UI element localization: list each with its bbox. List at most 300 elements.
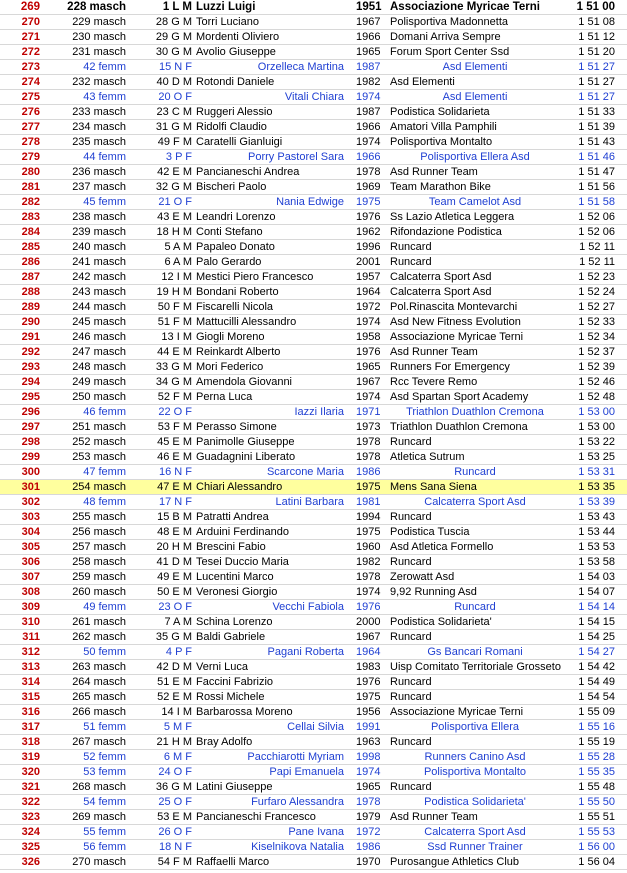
category-code-cell: 6 M F — [163, 751, 192, 763]
athlete-name-cell: Ridolfi Claudio — [196, 121, 267, 133]
table-row — [0, 750, 627, 765]
category-rank-cell: 255 masch — [72, 511, 126, 523]
category-rank-cell: 56 femm — [83, 841, 126, 853]
birth-year-cell: 1964 — [356, 646, 381, 658]
team-cell: Rifondazione Podistica — [390, 226, 502, 238]
position-cell: 278 — [21, 136, 40, 148]
position-cell: 307 — [21, 571, 40, 583]
table-row — [0, 360, 627, 375]
position-cell: 313 — [21, 661, 40, 673]
finish-time-cell: 1 53 44 — [578, 526, 615, 538]
birth-year-cell: 1974 — [356, 91, 381, 103]
finish-time-cell: 1 51 46 — [578, 151, 615, 163]
team-cell: Calcaterra Sport Asd — [424, 496, 526, 508]
table-row — [0, 135, 627, 150]
category-code-cell: 46 E M — [157, 451, 192, 463]
team-cell: 9,92 Running Asd — [390, 586, 477, 598]
position-cell: 270 — [21, 16, 40, 28]
category-rank-cell: 269 masch — [72, 811, 126, 823]
category-code-cell: 52 E M — [157, 691, 192, 703]
finish-time-cell: 1 55 35 — [578, 766, 615, 778]
finish-time-cell: 1 56 00 — [578, 841, 615, 853]
category-code-cell: 3 P F — [165, 151, 192, 163]
athlete-name-cell: Iazzi Ilaria — [294, 406, 344, 418]
team-cell: Runners For Emergency — [390, 361, 510, 373]
birth-year-cell: 1964 — [356, 286, 381, 298]
birth-year-cell: 1978 — [356, 166, 381, 178]
athlete-name-cell: Conti Stefano — [196, 226, 263, 238]
position-cell: 288 — [21, 286, 40, 298]
athlete-name-cell: Mattucilli Alessandro — [196, 316, 297, 328]
table-row — [0, 450, 627, 465]
birth-year-cell: 1987 — [356, 61, 381, 73]
table-row — [0, 345, 627, 360]
table-row — [0, 180, 627, 195]
position-cell: 299 — [21, 451, 40, 463]
table-row — [0, 210, 627, 225]
table-row — [0, 225, 627, 240]
team-cell: Rcc Tevere Remo — [390, 376, 478, 388]
athlete-name-cell: Tesei Duccio Maria — [196, 556, 289, 568]
finish-time-cell: 1 51 47 — [578, 166, 615, 178]
table-row — [0, 330, 627, 345]
position-cell: 272 — [21, 46, 40, 58]
table-row — [0, 585, 627, 600]
category-rank-cell: 248 masch — [72, 361, 126, 373]
table-row — [0, 735, 627, 750]
finish-time-cell: 1 53 25 — [578, 451, 615, 463]
category-code-cell: 32 G M — [155, 181, 192, 193]
category-rank-cell: 234 masch — [72, 121, 126, 133]
category-code-cell: 16 N F — [158, 466, 192, 478]
finish-time-cell: 1 52 39 — [578, 361, 615, 373]
team-cell: Triathlon Duathlon Cremona — [390, 421, 528, 433]
birth-year-cell: 1972 — [356, 826, 381, 838]
athlete-name-cell: Rossi Michele — [196, 691, 265, 703]
category-code-cell: 23 C M — [156, 106, 192, 118]
table-row — [0, 690, 627, 705]
birth-year-cell: 1966 — [356, 31, 381, 43]
table-row — [0, 255, 627, 270]
athlete-name-cell: Orzelleca Martina — [257, 61, 344, 73]
category-rank-cell: 236 masch — [72, 166, 126, 178]
table-row — [0, 435, 627, 450]
category-code-cell: 24 O F — [158, 766, 192, 778]
category-rank-cell: 250 masch — [72, 391, 126, 403]
table-row — [0, 465, 627, 480]
category-code-cell: 48 E M — [157, 526, 192, 538]
finish-time-cell: 1 52 11 — [579, 241, 615, 253]
position-cell: 319 — [21, 751, 40, 763]
category-rank-cell: 258 masch — [72, 556, 126, 568]
category-code-cell: 41 D M — [156, 556, 192, 568]
category-code-cell: 25 O F — [158, 796, 192, 808]
birth-year-cell: 1976 — [356, 346, 381, 358]
table-row — [0, 600, 627, 615]
category-rank-cell: 251 masch — [72, 421, 126, 433]
team-cell: Runcard — [390, 511, 432, 523]
position-cell: 271 — [21, 31, 40, 43]
birth-year-cell: 1963 — [356, 736, 381, 748]
athlete-name-cell: Guadagnini Liberato — [196, 451, 296, 463]
athlete-name-cell: Perasso Simone — [196, 421, 277, 433]
table-row — [0, 645, 627, 660]
birth-year-cell: 2000 — [356, 616, 381, 628]
position-cell: 285 — [21, 241, 40, 253]
athlete-name-cell: Rotondi Daniele — [196, 76, 275, 88]
position-cell: 301 — [21, 481, 40, 493]
birth-year-cell: 1975 — [356, 196, 381, 208]
category-code-cell: 30 G M — [155, 46, 192, 58]
team-cell: Purosangue Athletics Club — [390, 856, 520, 868]
table-row — [0, 300, 627, 315]
position-cell: 294 — [21, 376, 40, 388]
table-row — [0, 90, 627, 105]
category-rank-cell: 229 masch — [72, 16, 126, 28]
position-cell: 302 — [21, 496, 40, 508]
table-row — [0, 615, 627, 630]
category-code-cell: 43 E M — [157, 211, 192, 223]
category-rank-cell: 45 femm — [83, 196, 126, 208]
team-cell: Associazione Myricae Terni — [390, 1, 540, 13]
finish-time-cell: 1 53 31 — [578, 466, 615, 478]
table-row — [0, 675, 627, 690]
position-cell: 314 — [21, 676, 40, 688]
athlete-name-cell: Bondani Roberto — [196, 286, 279, 298]
birth-year-cell: 1982 — [356, 556, 381, 568]
table-row — [0, 810, 627, 825]
team-cell: Team Marathon Bike — [390, 181, 491, 193]
athlete-name-cell: Amendola Giovanni — [196, 376, 293, 388]
table-row — [0, 840, 627, 855]
category-rank-cell: 245 masch — [72, 316, 126, 328]
athlete-name-cell: Pane Ivana — [288, 826, 344, 838]
category-code-cell: 20 H M — [156, 541, 192, 553]
team-cell: Asd Elementi — [390, 76, 455, 88]
category-code-cell: 18 N F — [158, 841, 192, 853]
category-rank-cell: 252 masch — [72, 436, 126, 448]
team-cell: Team Camelot Asd — [428, 196, 522, 208]
position-cell: 277 — [21, 121, 40, 133]
category-rank-cell: 262 masch — [72, 631, 126, 643]
team-cell: Asd Runner Team — [390, 811, 478, 823]
category-code-cell: 44 E M — [157, 346, 192, 358]
birth-year-cell: 1978 — [356, 451, 381, 463]
category-rank-cell: 246 masch — [72, 331, 126, 343]
birth-year-cell: 1967 — [356, 376, 381, 388]
athlete-name-cell: Faccini Fabrizio — [196, 676, 274, 688]
category-code-cell: 45 E M — [157, 436, 192, 448]
category-rank-cell: 254 masch — [72, 481, 126, 493]
finish-time-cell: 1 52 48 — [578, 391, 615, 403]
position-cell: 283 — [21, 211, 40, 223]
finish-time-cell: 1 53 39 — [578, 496, 615, 508]
finish-time-cell: 1 53 00 — [578, 421, 615, 433]
finish-time-cell: 1 55 19 — [578, 736, 615, 748]
category-code-cell: 20 O F — [158, 91, 192, 103]
finish-time-cell: 1 52 27 — [578, 301, 615, 313]
athlete-name-cell: Nania Edwige — [276, 196, 344, 208]
category-rank-cell: 263 masch — [72, 661, 126, 673]
finish-time-cell: 1 51 27 — [578, 61, 615, 73]
category-code-cell: 22 O F — [158, 406, 192, 418]
birth-year-cell: 1975 — [356, 526, 381, 538]
athlete-name-cell: Baldi Gabriele — [196, 631, 266, 643]
birth-year-cell: 1960 — [356, 541, 381, 553]
athlete-name-cell: Perna Luca — [196, 391, 253, 403]
category-code-cell: 36 G M — [155, 781, 192, 793]
category-code-cell: 49 E M — [157, 571, 192, 583]
category-code-cell: 33 G M — [155, 361, 192, 373]
table-row — [0, 855, 627, 870]
table-row — [0, 630, 627, 645]
finish-time-cell: 1 53 00 — [578, 406, 615, 418]
team-cell: Gs Bancari Romani — [427, 646, 523, 658]
birth-year-cell: 1956 — [356, 706, 381, 718]
athlete-name-cell: Porry Pastorel Sara — [248, 151, 344, 163]
athlete-name-cell: Avolio Giuseppe — [196, 46, 276, 58]
team-cell: Runcard — [390, 631, 432, 643]
team-cell: Ssd Runner Trainer — [427, 841, 523, 853]
team-cell: Asd New Fitness Evolution — [390, 316, 521, 328]
category-rank-cell: 261 masch — [72, 616, 126, 628]
birth-year-cell: 1983 — [356, 661, 381, 673]
category-rank-cell: 270 masch — [72, 856, 126, 868]
table-row — [0, 60, 627, 75]
athlete-name-cell: Vecchi Fabiola — [272, 601, 344, 613]
position-cell: 273 — [21, 61, 40, 73]
position-cell: 320 — [21, 766, 40, 778]
table-row — [0, 510, 627, 525]
athlete-name-cell: Torri Luciano — [196, 16, 259, 28]
category-code-cell: 35 G M — [155, 631, 192, 643]
team-cell: Polisportiva Ellera — [430, 721, 520, 733]
birth-year-cell: 1972 — [356, 301, 381, 313]
team-cell: Runcard — [454, 601, 496, 613]
category-code-cell: 15 B M — [157, 511, 192, 523]
team-cell: Calcaterra Sport Asd — [424, 826, 526, 838]
birth-year-cell: 1967 — [356, 631, 381, 643]
position-cell: 322 — [21, 796, 40, 808]
category-rank-cell: 44 femm — [83, 151, 126, 163]
birth-year-cell: 1979 — [356, 811, 381, 823]
team-cell: Asd Runner Team — [390, 166, 478, 178]
finish-time-cell: 1 54 25 — [578, 631, 615, 643]
category-rank-cell: 268 masch — [72, 781, 126, 793]
category-rank-cell: 46 femm — [83, 406, 126, 418]
athlete-name-cell: Brescini Fabio — [196, 541, 266, 553]
team-cell: Atletica Sutrum — [390, 451, 465, 463]
birth-year-cell: 1967 — [356, 16, 381, 28]
category-rank-cell: 266 masch — [72, 706, 126, 718]
athlete-name-cell: Latini Barbara — [275, 496, 344, 508]
athlete-name-cell: Furfaro Alessandra — [251, 796, 344, 808]
birth-year-cell: 1974 — [356, 316, 381, 328]
finish-time-cell: 1 55 16 — [578, 721, 615, 733]
category-code-cell: 17 N F — [158, 496, 192, 508]
athlete-name-cell: Pancianeschi Andrea — [196, 166, 300, 178]
athlete-name-cell: Pancianeschi Francesco — [196, 811, 316, 823]
position-cell: 282 — [21, 196, 40, 208]
category-code-cell: 34 G M — [155, 376, 192, 388]
finish-time-cell: 1 54 07 — [578, 586, 615, 598]
birth-year-cell: 1987 — [356, 106, 381, 118]
finish-time-cell: 1 51 27 — [578, 76, 615, 88]
team-cell: Calcaterra Sport Asd — [390, 286, 492, 298]
position-cell: 316 — [21, 706, 40, 718]
athlete-name-cell: Pagani Roberta — [267, 646, 344, 658]
category-rank-cell: 244 masch — [72, 301, 126, 313]
table-row — [0, 270, 627, 285]
category-code-cell: 15 N F — [158, 61, 192, 73]
category-rank-cell: 257 masch — [72, 541, 126, 553]
table-row — [0, 720, 627, 735]
finish-time-cell: 1 54 49 — [578, 676, 615, 688]
category-code-cell: 42 D M — [156, 661, 192, 673]
team-cell: Runners Canino Asd — [424, 751, 526, 763]
finish-time-cell: 1 51 43 — [578, 136, 615, 148]
finish-time-cell: 1 55 28 — [578, 751, 615, 763]
team-cell: Polisportiva Montalto — [390, 136, 493, 148]
category-code-cell: 1 L M — [162, 1, 192, 13]
finish-time-cell: 1 52 23 — [578, 271, 615, 283]
position-cell: 306 — [21, 556, 40, 568]
birth-year-cell: 1957 — [356, 271, 381, 283]
position-cell: 274 — [21, 76, 40, 88]
category-code-cell: 14 I M — [161, 706, 192, 718]
team-cell: Uisp Comitato Territoriale Grosseto — [390, 661, 561, 673]
finish-time-cell: 1 52 34 — [578, 331, 615, 343]
birth-year-cell: 1971 — [356, 406, 381, 418]
team-cell: Mens Sana Siena — [390, 481, 477, 493]
team-cell: Associazione Myricae Terni — [390, 706, 524, 718]
birth-year-cell: 1976 — [356, 211, 381, 223]
position-cell: 325 — [21, 841, 40, 853]
finish-time-cell: 1 51 58 — [578, 196, 615, 208]
team-cell: Zerowatt Asd — [390, 571, 455, 583]
athlete-name-cell: Bischeri Paolo — [196, 181, 267, 193]
table-row — [0, 825, 627, 840]
athlete-name-cell: Luzzi Luigi — [196, 1, 256, 13]
finish-time-cell: 1 53 22 — [578, 436, 615, 448]
finish-time-cell: 1 55 53 — [578, 826, 615, 838]
team-cell: Pol.Rinascita Montevarchi — [390, 301, 518, 313]
finish-time-cell: 1 55 09 — [578, 706, 615, 718]
position-cell: 317 — [21, 721, 40, 733]
birth-year-cell: 1973 — [356, 421, 381, 433]
birth-year-cell: 1966 — [356, 121, 381, 133]
finish-time-cell: 1 54 27 — [578, 646, 615, 658]
category-code-cell: 50 F M — [157, 301, 192, 313]
position-cell: 290 — [21, 316, 40, 328]
position-cell: 287 — [21, 271, 40, 283]
category-code-cell: 53 E M — [157, 811, 192, 823]
position-cell: 286 — [21, 256, 40, 268]
athlete-name-cell: Chiari Alessandro — [196, 481, 283, 493]
position-cell: 304 — [21, 526, 40, 538]
category-rank-cell: 43 femm — [83, 91, 126, 103]
table-row — [0, 570, 627, 585]
team-cell: Forum Sport Center Ssd — [390, 46, 510, 58]
category-rank-cell: 253 masch — [72, 451, 126, 463]
category-code-cell: 6 A M — [164, 256, 192, 268]
position-cell: 311 — [22, 631, 40, 643]
position-cell: 308 — [21, 586, 40, 598]
team-cell: Polisportiva Montalto — [423, 766, 527, 778]
finish-time-cell: 1 52 33 — [578, 316, 615, 328]
table-row — [0, 795, 627, 810]
category-code-cell: 12 I M — [161, 271, 192, 283]
position-cell: 292 — [21, 346, 40, 358]
team-cell: Podistica Tuscia — [390, 526, 470, 538]
finish-time-cell: 1 54 54 — [578, 691, 615, 703]
table-row — [0, 525, 627, 540]
table-row — [0, 315, 627, 330]
finish-time-cell: 1 51 20 — [578, 46, 615, 58]
finish-time-cell: 1 52 06 — [578, 226, 615, 238]
category-code-cell: 23 O F — [158, 601, 192, 613]
team-cell: Podistica Solidarieta' — [424, 796, 526, 808]
table-row — [0, 765, 627, 780]
position-cell: 279 — [21, 151, 40, 163]
birth-year-cell: 1974 — [356, 766, 381, 778]
table-row — [0, 285, 627, 300]
team-cell: Runcard — [390, 556, 432, 568]
category-code-cell: 29 G M — [155, 31, 192, 43]
table-row — [0, 555, 627, 570]
finish-time-cell: 1 51 00 — [576, 1, 615, 13]
position-cell: 298 — [21, 436, 40, 448]
birth-year-cell: 1991 — [356, 721, 381, 733]
team-cell: Polisportiva Madonnetta — [390, 16, 509, 28]
category-rank-cell: 238 masch — [72, 211, 126, 223]
finish-time-cell: 1 51 33 — [578, 106, 615, 118]
position-cell: 280 — [21, 166, 40, 178]
category-rank-cell: 48 femm — [83, 496, 126, 508]
athlete-name-cell: Ruggeri Alessio — [196, 106, 273, 118]
table-row — [0, 15, 627, 30]
birth-year-cell: 1970 — [356, 856, 381, 868]
position-cell: 295 — [21, 391, 40, 403]
team-cell: Polisportiva Ellera Asd — [420, 151, 530, 163]
birth-year-cell: 1986 — [356, 841, 381, 853]
finish-time-cell: 1 51 08 — [578, 16, 615, 28]
category-rank-cell: 233 masch — [72, 106, 126, 118]
category-code-cell: 50 E M — [157, 586, 192, 598]
category-code-cell: 51 E M — [157, 676, 192, 688]
position-cell: 324 — [21, 826, 40, 838]
finish-time-cell: 1 51 27 — [578, 91, 615, 103]
finish-time-cell: 1 54 15 — [578, 616, 615, 628]
athlete-name-cell: Raffaelli Marco — [196, 856, 270, 868]
position-cell: 297 — [21, 421, 40, 433]
birth-year-cell: 1974 — [356, 586, 381, 598]
birth-year-cell: 1978 — [356, 571, 381, 583]
athlete-name-cell: Fiscarelli Nicola — [196, 301, 274, 313]
table-row — [0, 0, 627, 15]
team-cell: Calcaterra Sport Asd — [390, 271, 492, 283]
birth-year-cell: 1976 — [356, 676, 381, 688]
category-rank-cell: 259 masch — [72, 571, 126, 583]
position-cell: 293 — [21, 361, 40, 373]
team-cell: Runcard — [454, 466, 496, 478]
category-rank-cell: 264 masch — [72, 676, 126, 688]
team-cell: Runcard — [390, 736, 432, 748]
table-row — [0, 45, 627, 60]
position-cell: 323 — [21, 811, 40, 823]
position-cell: 309 — [21, 601, 40, 613]
category-rank-cell: 235 masch — [72, 136, 126, 148]
